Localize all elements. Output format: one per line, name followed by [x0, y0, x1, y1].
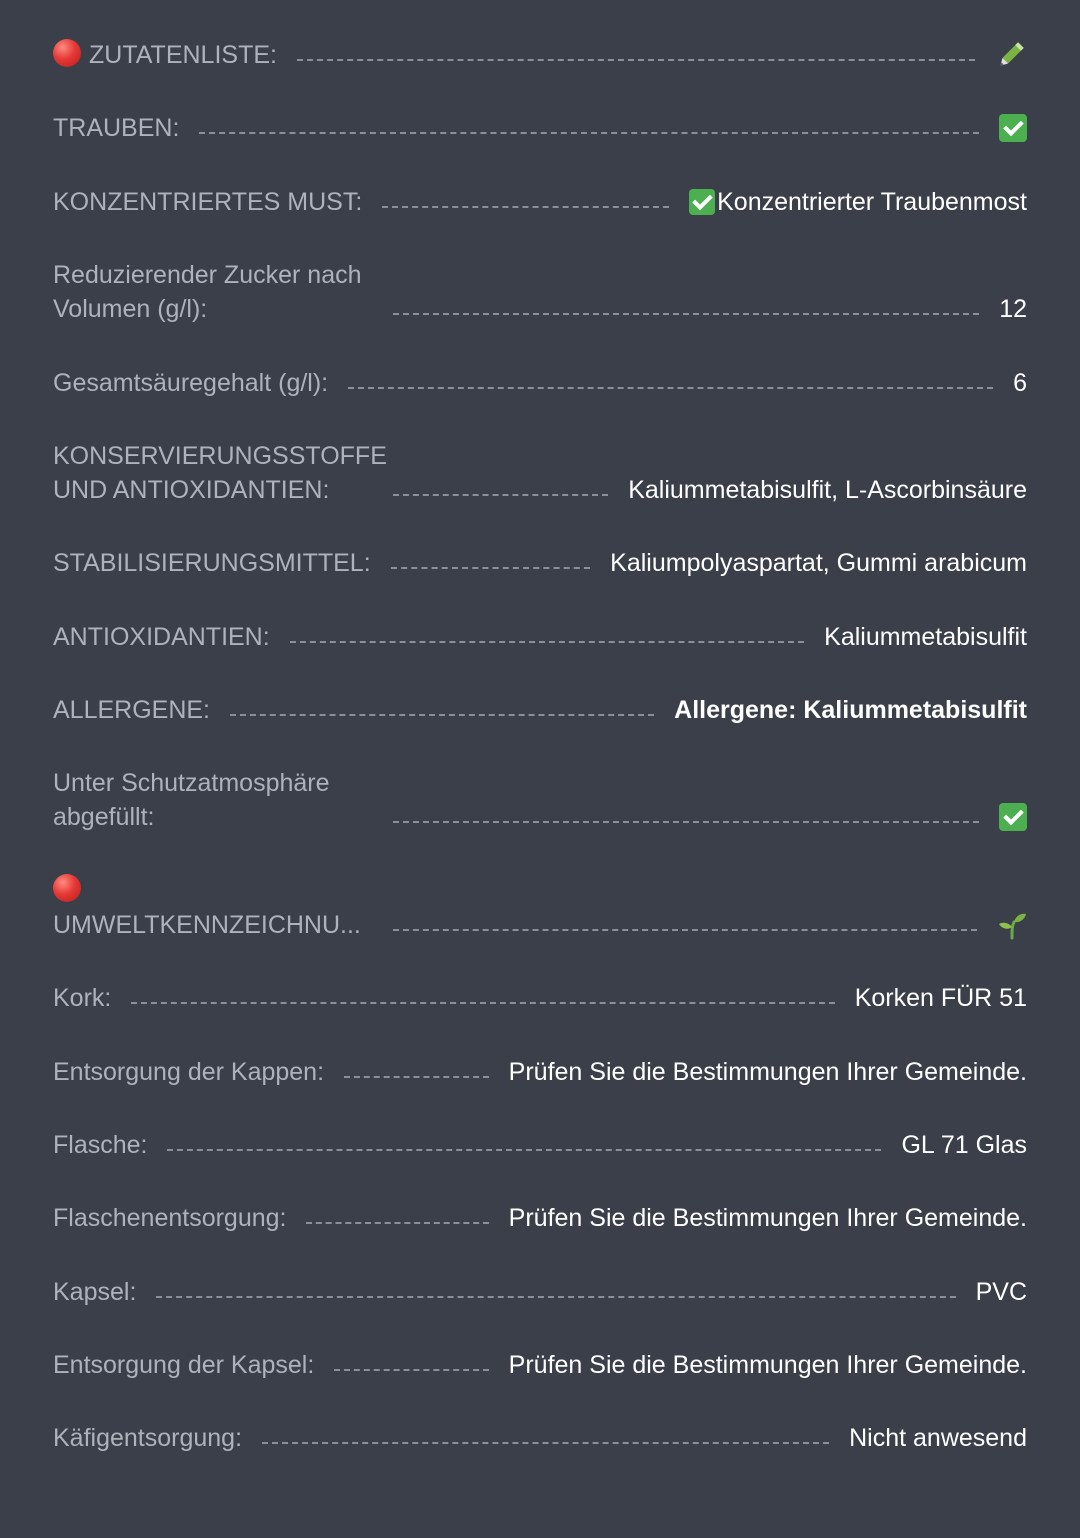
- environment-header-row: [53, 874, 1027, 942]
- environment-heading: [53, 874, 373, 942]
- bottle-disposal-row: [53, 1201, 1027, 1235]
- cork-value: Korken FÜR 51: [854, 984, 1027, 1012]
- pencil-icon[interactable]: [995, 38, 1027, 72]
- check-icon: [999, 114, 1027, 142]
- cap-disposal-label: Entsorgung der Kappen:: [53, 1058, 325, 1086]
- total-acidity-value: 6: [1013, 369, 1027, 397]
- seedling-icon[interactable]: [997, 908, 1027, 942]
- grapes-label: TRAUBEN:: [53, 114, 180, 142]
- allergens-value: Allergene: Kaliummetabisulfit: [674, 696, 1027, 724]
- capsule-disposal-label: Entsorgung der Kapsel:: [53, 1351, 315, 1379]
- stabilizers-label: STABILISIERUNGSMITTEL:: [53, 549, 371, 577]
- reducing-sugar-value: 12: [999, 295, 1027, 323]
- cork-row: [53, 981, 1027, 1015]
- dotted-leader: [167, 1149, 881, 1151]
- concentrated-must-row: [53, 185, 1027, 219]
- ingredients-header-row: [53, 38, 1027, 72]
- dotted-leader: [344, 1076, 489, 1078]
- dotted-leader: [306, 1222, 488, 1224]
- dotted-leader: [382, 206, 669, 208]
- dotted-leader: [297, 59, 975, 61]
- stabilizers-value: Kaliumpolyaspartat, Gummi arabicum: [610, 549, 1027, 577]
- dotted-leader: [156, 1296, 955, 1298]
- cage-disposal-label: Käfigentsorgung:: [53, 1424, 243, 1452]
- preservatives-label: KONSERVIERUNGSSTOFFE UND ANTIOXIDANTIEN:: [53, 442, 387, 504]
- total-acidity-row: [53, 366, 1027, 400]
- red-circle-icon: [53, 39, 81, 67]
- dotted-leader: [393, 494, 608, 496]
- bottle-disposal-value: Prüfen Sie die Bestimmungen Ihrer Gemeinde.: [508, 1204, 1027, 1232]
- preservatives-value: Kaliummetabisulfit, L-Ascorbinsäure: [628, 476, 1027, 504]
- dotted-leader: [131, 1002, 834, 1004]
- concentrated-must-value: [689, 185, 1027, 219]
- preservatives-row: [53, 439, 1027, 507]
- grapes-row: [53, 111, 1027, 145]
- antioxidants-label: ANTIOXIDANTIEN:: [53, 623, 270, 651]
- cork-label: Kork:: [53, 984, 112, 1012]
- cage-disposal-row: [53, 1421, 1027, 1455]
- total-acidity-label: Gesamtsäuregehalt (g/l):: [53, 369, 329, 397]
- allergens-row: [53, 693, 1027, 727]
- concentrated-must-label: KONZENTRIERTES MUST:: [53, 188, 363, 216]
- cap-disposal-value: Prüfen Sie die Bestimmungen Ihrer Gemeinde.: [508, 1058, 1027, 1086]
- dotted-leader: [262, 1442, 829, 1444]
- capsule-disposal-value: Prüfen Sie die Bestimmungen Ihrer Gemeinde.: [508, 1351, 1027, 1379]
- capsule-disposal-row: [53, 1348, 1027, 1382]
- red-circle-icon: [53, 874, 81, 902]
- dotted-leader: [199, 132, 979, 134]
- bottle-label: Flasche:: [53, 1131, 148, 1159]
- bottle-disposal-label: Flaschenentsorgung:: [53, 1204, 287, 1232]
- reducing-sugar-label: Reduzierender Zucker nach Volumen (g/l):: [53, 261, 362, 323]
- ingredients-heading: [53, 38, 277, 72]
- bottle-row: [53, 1128, 1027, 1162]
- dotted-leader: [393, 821, 979, 823]
- reducing-sugar-row: [53, 258, 1027, 326]
- ingredients-heading-text: ZUTATENLISTE:: [89, 41, 277, 69]
- protective-atmosphere-label: Unter Schutzatmosphäre abgefüllt:: [53, 769, 330, 831]
- antioxidants-value: Kaliummetabisulfit: [824, 623, 1027, 651]
- capsule-value: PVC: [975, 1278, 1027, 1306]
- dotted-leader: [393, 929, 977, 931]
- dotted-leader: [391, 567, 591, 569]
- capsule-row: [53, 1275, 1027, 1309]
- cage-disposal-value: Nicht anwesend: [849, 1424, 1027, 1452]
- allergens-label: ALLERGENE:: [53, 696, 211, 724]
- dotted-leader: [290, 641, 804, 643]
- dotted-leader: [393, 313, 979, 315]
- cap-disposal-row: [53, 1055, 1027, 1089]
- antioxidants-row: [53, 620, 1027, 654]
- stabilizers-row: [53, 546, 1027, 580]
- bottle-value: GL 71 Glas: [901, 1131, 1027, 1159]
- environment-heading-text: UMWELTKENNZEICHNU...: [53, 911, 361, 939]
- check-icon: [689, 189, 715, 215]
- dotted-leader: [334, 1369, 488, 1371]
- dotted-leader: [348, 387, 993, 389]
- capsule-label: Kapsel:: [53, 1278, 137, 1306]
- protective-atmosphere-row: [53, 766, 1027, 834]
- check-icon: [999, 803, 1027, 831]
- concentrated-must-text: Konzentrierter Traubenmost: [717, 188, 1027, 216]
- dotted-leader: [230, 714, 654, 716]
